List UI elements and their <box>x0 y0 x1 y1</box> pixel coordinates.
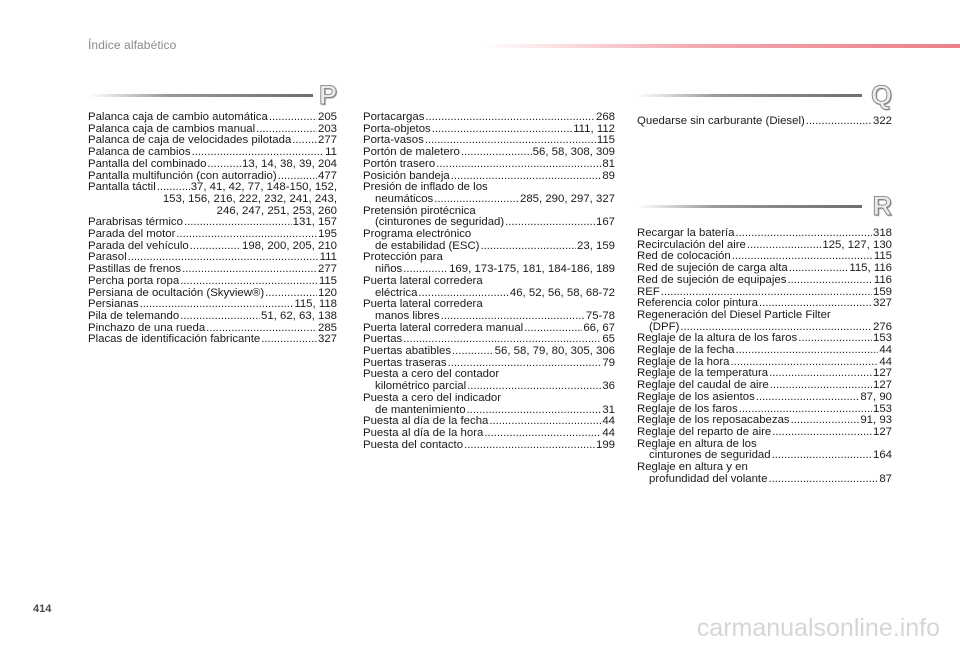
entry-label: kilométrico parcial <box>375 380 467 393</box>
dot-leader <box>798 333 872 345</box>
entry-label: neumáticos <box>375 192 434 205</box>
section-r-rule <box>637 205 862 208</box>
entry-pages: 318 <box>872 227 892 239</box>
index-entry-row <box>88 276 337 288</box>
dot-leader <box>269 112 317 124</box>
entry-pages: 164 <box>872 449 892 462</box>
entry-label: (cinturones de seguridad) <box>375 216 505 229</box>
dot-leader <box>207 159 241 171</box>
index-entry <box>363 393 615 416</box>
entry-heading: Reglaje en altura de los <box>637 437 757 450</box>
entry-pages: 268 <box>595 111 615 123</box>
section-r-letter: R <box>872 191 892 221</box>
entry-pages: 44 <box>879 344 892 357</box>
entry-pages: 203 <box>317 122 337 135</box>
entry-pages: 169, 173-175, 181, 184-186, 189 <box>449 263 615 276</box>
index-entry <box>637 462 892 485</box>
entry-label: Parada del motor <box>88 228 176 241</box>
entry-pages: 115 <box>596 134 615 147</box>
entry-label: de mantenimiento <box>375 403 466 416</box>
entry-pages: 115 <box>318 274 337 287</box>
index-entry <box>363 182 615 205</box>
entry-pages: 56, 58, 79, 80, 305, 306 <box>494 345 615 358</box>
index-entry <box>363 428 615 440</box>
index-entry <box>88 182 337 217</box>
entry-label: Pantalla multifunción (con autorradio) <box>88 169 277 182</box>
entry-label: Parada del vehículo <box>88 239 189 252</box>
index-entry <box>637 275 892 287</box>
entry-pages: 31 <box>602 403 615 416</box>
page-number: 414 <box>33 603 52 615</box>
entry-label: Pantalla táctil <box>88 181 156 194</box>
dot-leader <box>436 159 601 171</box>
entry-pages: 205 <box>317 111 337 123</box>
entry-pages: 199 <box>595 438 615 451</box>
entry-pages: 131, 157 <box>292 216 337 229</box>
index-entry-row <box>637 228 892 240</box>
entry-pages: 327 <box>872 297 892 310</box>
entry-pages: 167 <box>595 216 615 229</box>
dot-leader <box>180 276 318 288</box>
dot-leader <box>736 228 872 240</box>
entry-heading: Pretensión pirotécnica <box>363 204 476 217</box>
entry-label: Porta-objetos <box>363 122 431 135</box>
dot-leader <box>484 428 601 440</box>
index-entry <box>637 228 892 240</box>
entry-heading: Protección para <box>363 251 443 264</box>
entry-label: Portón trasero <box>363 157 436 170</box>
dot-leader <box>261 334 317 346</box>
entry-pages: 81 <box>602 157 615 170</box>
entry-pages: 66, 67 <box>583 321 615 334</box>
entry-label: Reglaje de los asientos <box>637 390 755 403</box>
entry-label: Puesta del contacto <box>363 438 464 451</box>
entry-pages: 477 <box>317 169 337 182</box>
index-entry-row <box>363 440 615 452</box>
index-entry-row <box>88 112 337 124</box>
entry-pages: 115, 118 <box>294 298 337 311</box>
entry-pages: 56, 58, 308, 309 <box>532 146 615 159</box>
index-entry <box>88 229 337 241</box>
index-entry <box>88 276 337 288</box>
index-entry-row <box>637 275 892 287</box>
entry-pages: 111 <box>319 251 337 264</box>
dot-leader <box>772 427 872 439</box>
dot-leader <box>524 323 582 335</box>
index-column-3-q <box>637 116 892 128</box>
entry-pages: 46, 52, 56, 58, 68-72 <box>509 286 615 299</box>
dot-leader <box>791 415 860 427</box>
entry-pages: 23, 159 <box>576 239 615 252</box>
dot-leader <box>769 368 872 380</box>
index-entry-row <box>637 345 892 357</box>
index-entry-row <box>363 194 615 206</box>
entry-label: Reglaje de la altura de los faros <box>637 332 798 345</box>
entry-heading: Puerta lateral corredera <box>363 274 483 287</box>
entry-pages: 327 <box>317 333 337 346</box>
entry-pages: 116 <box>873 273 892 286</box>
entry-label: de estabilidad (ESC) <box>375 239 480 252</box>
dot-leader <box>464 440 595 452</box>
dot-leader <box>747 240 821 252</box>
entry-label: Quedarse sin carburante (Diesel) <box>637 115 805 127</box>
index-entry-row <box>88 334 337 346</box>
entry-pages: 153 <box>872 332 892 345</box>
entry-label: Referencia color pintura <box>637 297 758 310</box>
dot-leader <box>768 474 878 486</box>
entry-label: Puertas traseras <box>363 356 447 369</box>
header-decorative-bar <box>480 44 960 48</box>
index-entry <box>363 346 615 358</box>
entry-label: Palanca caja de cambio automática <box>88 111 268 123</box>
watermark: carmanualsonline.info <box>696 614 940 642</box>
section-q-header <box>637 80 892 116</box>
entry-pages: 11 <box>325 146 337 159</box>
index-entry <box>637 392 892 404</box>
entry-pages: 44 <box>602 426 615 439</box>
index-entry <box>363 299 615 322</box>
section-p-rule <box>88 94 313 97</box>
entry-pages: 44 <box>602 415 615 428</box>
entry-label: Palanca de caja de velocidades pilotada <box>88 134 292 147</box>
index-entry <box>363 276 615 299</box>
entry-pages: 87, 90 <box>860 390 892 403</box>
entry-pages: 79 <box>602 356 615 369</box>
dot-leader <box>434 194 519 206</box>
entry-pages: 277 <box>317 263 337 276</box>
index-entry <box>88 311 337 323</box>
entry-pages: 36 <box>602 380 615 393</box>
dot-leader <box>480 241 576 253</box>
dot-leader <box>182 264 317 276</box>
index-entry-row <box>637 427 892 439</box>
index-entry <box>88 112 337 124</box>
entry-pages: 153 <box>872 402 892 415</box>
entry-pages: 111, 112 <box>573 122 615 135</box>
index-entry <box>363 252 615 275</box>
dot-leader <box>432 124 572 136</box>
entry-label: Red de colocación <box>637 250 731 263</box>
index-entry <box>88 159 337 171</box>
index-entry <box>637 345 892 357</box>
section-r-header <box>637 191 892 227</box>
entry-label: Puesta al día de la hora <box>363 426 484 439</box>
entry-label: Porta-vasos <box>363 134 424 147</box>
dot-leader <box>489 416 601 428</box>
index-entry <box>637 427 892 439</box>
index-entry-row <box>363 428 615 440</box>
entry-label: (DPF) <box>649 320 680 333</box>
entry-pages: 127 <box>872 425 892 438</box>
index-entry <box>363 112 615 124</box>
entry-label: Reglaje de los faros <box>637 402 738 415</box>
entry-label: Parabrisas térmico <box>88 216 183 229</box>
entry-pages: 89 <box>602 169 615 182</box>
entry-heading: Programa electrónico <box>363 228 472 241</box>
dot-leader <box>787 275 872 287</box>
index-entry <box>363 229 615 252</box>
entry-heading: Presión de inflado de los <box>363 181 488 194</box>
entry-label: Persianas <box>88 298 139 311</box>
dot-leader <box>789 263 849 275</box>
index-entry-row <box>637 116 892 128</box>
entry-heading: Puesta a cero del indicador <box>363 391 502 404</box>
entry-pages: 51, 62, 63, 138 <box>260 309 337 322</box>
entry-pages: 37, 41, 42, 77, 148-150, 152, <box>190 181 337 194</box>
dot-leader <box>736 345 879 357</box>
dot-leader <box>441 311 585 323</box>
dot-leader <box>180 311 260 323</box>
dot-leader <box>770 380 872 392</box>
entry-pages: 159 <box>872 285 892 298</box>
index-entry-row <box>88 311 337 323</box>
index-entry <box>637 310 892 333</box>
entry-label: Reglaje de la fecha <box>637 344 735 357</box>
index-entry <box>637 116 892 128</box>
entry-pages: 195 <box>317 228 337 241</box>
entry-label: profundidad del volante <box>649 472 768 485</box>
entry-pages: 115 <box>873 250 892 263</box>
entry-label: Red de sujeción de equipajes <box>637 273 787 286</box>
entry-pages-continued: 246, 247, 251, 253, 260 <box>216 204 337 217</box>
index-column-2 <box>363 112 615 451</box>
entry-pages: 285, 290, 297, 327 <box>519 192 615 205</box>
index-entry <box>637 439 892 462</box>
entry-label: Posición bandeja <box>363 169 450 182</box>
page-header-title: Índice alfabético <box>88 38 177 52</box>
entry-label: Reglaje de la hora <box>637 355 730 368</box>
index-entry <box>88 334 337 346</box>
entry-label: Portacargas <box>363 111 425 123</box>
entry-pages: 87 <box>879 472 892 485</box>
index-entry-row <box>363 346 615 358</box>
entry-label: REF <box>637 285 660 298</box>
entry-label: eléctrica <box>375 286 418 299</box>
dot-leader <box>176 229 317 241</box>
entry-pages: 125, 127, 130 <box>822 238 892 251</box>
entry-pages: 322 <box>872 115 892 127</box>
entry-pages: 198, 200, 205, 210 <box>241 239 337 252</box>
entry-label: cinturones de seguridad <box>649 449 771 462</box>
entry-label: Palanca caja de cambios manual <box>88 122 256 135</box>
dot-leader <box>461 147 532 159</box>
entry-label: Reglaje de los reposacabezas <box>637 414 790 427</box>
entry-label: Puesta al día de la fecha <box>363 415 489 428</box>
index-entry-row <box>363 159 615 171</box>
entry-label: Pinchazo de una rueda <box>88 321 206 334</box>
entry-label: Portón de maletero <box>363 146 460 159</box>
index-entry-row <box>637 474 892 486</box>
index-entry <box>363 206 615 229</box>
entry-label: Puertas abatibles <box>363 345 452 358</box>
index-entry-row <box>88 159 337 171</box>
index-entry-row <box>88 229 337 241</box>
section-q-letter: Q <box>870 80 892 110</box>
dot-leader <box>505 217 595 229</box>
entry-label: Percha porta ropa <box>88 274 180 287</box>
entry-label: Persiana de ocultación (Skyview®) <box>88 286 265 299</box>
index-entry-row <box>363 112 615 124</box>
entry-label: Pastillas de frenos <box>88 263 182 276</box>
entry-label: niños <box>375 263 403 276</box>
entry-label: Red de sujeción de carga alta <box>637 262 788 275</box>
dot-leader <box>425 112 595 124</box>
entry-label: Reglaje del caudal de aire <box>637 379 769 392</box>
entry-pages: 44 <box>879 355 892 368</box>
index-column-3-r <box>637 228 892 485</box>
entry-pages: 13, 14, 38, 39, 204 <box>241 157 337 170</box>
dot-leader <box>772 450 872 462</box>
entry-label: Reglaje del reparto de aire <box>637 425 772 438</box>
entry-pages: 75-78 <box>585 309 615 322</box>
index-entry-row <box>363 311 615 323</box>
entry-pages: 277 <box>317 134 337 147</box>
entry-label: Pantalla del combinado <box>88 157 207 170</box>
entry-label: Puertas <box>363 333 403 346</box>
dot-leader <box>184 217 292 229</box>
entry-label: manos libres <box>375 309 440 322</box>
entry-pages-continued: 153, 156, 216, 222, 232, 241, 243, <box>162 192 337 205</box>
entry-pages: 120 <box>317 286 337 299</box>
entry-label: Palanca de cambios <box>88 146 191 159</box>
entry-pages: 285 <box>317 321 337 334</box>
section-q-rule <box>637 94 862 97</box>
section-p-letter: P <box>318 80 337 110</box>
index-entry <box>363 440 615 452</box>
entry-label: Placas de identificación fabricante <box>88 333 261 346</box>
entry-pages: 127 <box>872 367 892 380</box>
index-entry <box>363 369 615 392</box>
index-column-1 <box>88 112 337 346</box>
entry-pages: 65 <box>602 333 615 346</box>
entry-label: Puerta lateral corredera manual <box>363 321 524 334</box>
dot-leader <box>190 241 241 253</box>
entry-pages: 276 <box>872 320 892 333</box>
dot-leader <box>806 116 872 128</box>
entry-pages: 115, 116 <box>849 262 892 275</box>
entry-pages: 91, 93 <box>860 414 892 427</box>
entry-label: Parasol <box>88 251 127 264</box>
index-entry <box>363 159 615 171</box>
entry-heading: Regeneración del Diesel Particle Filter <box>637 308 831 321</box>
dot-leader <box>292 135 317 147</box>
dot-leader <box>452 346 494 358</box>
entry-heading: Puesta a cero del contador <box>363 368 500 381</box>
entry-pages: 127 <box>872 379 892 392</box>
entry-heading: Puerta lateral corredera <box>363 298 483 311</box>
entry-label: Recargar la batería <box>637 227 735 239</box>
index-entry-row <box>637 392 892 404</box>
entry-label: Recirculación del aire <box>637 238 746 251</box>
dot-leader <box>756 392 860 404</box>
entry-heading: Reglaje en altura y en <box>637 461 748 474</box>
entry-label: Pila de telemando <box>88 309 180 322</box>
entry-label: Reglaje de la temperatura <box>637 367 769 380</box>
